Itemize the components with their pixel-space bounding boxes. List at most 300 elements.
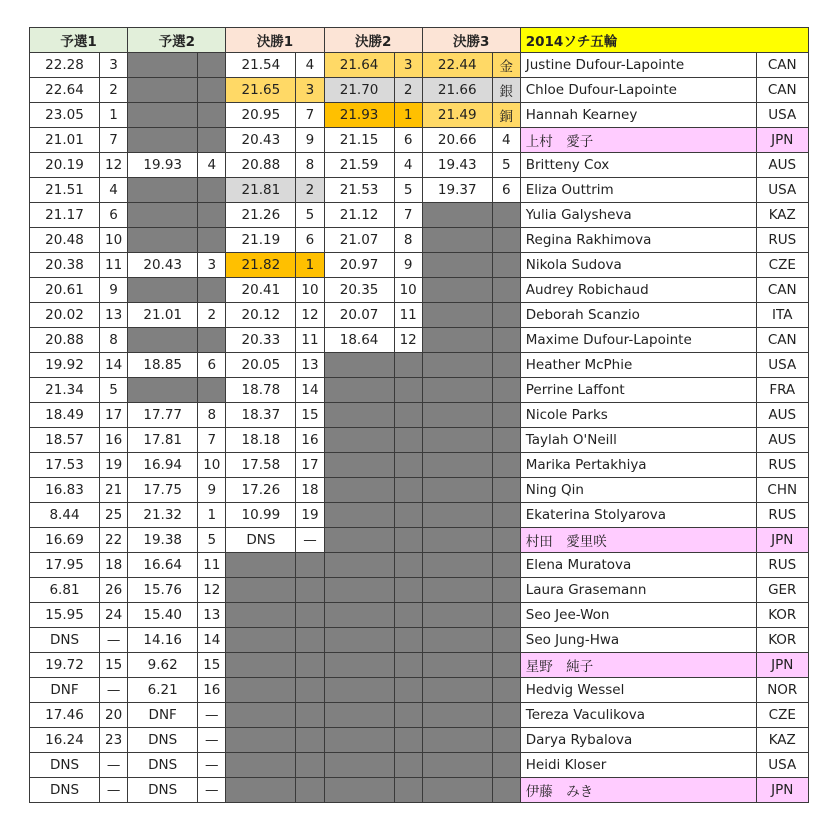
rank-q1: 1	[100, 103, 128, 128]
score-f1: 18.18	[226, 428, 296, 453]
score-q2: 18.85	[128, 353, 198, 378]
rank-f1: 7	[296, 103, 324, 128]
table-row	[30, 128, 809, 153]
rank-f1	[296, 728, 324, 753]
score-f1	[226, 778, 296, 803]
rank-q1: 13	[100, 303, 128, 328]
rank-f1: 11	[296, 328, 324, 353]
country-code: CAN	[756, 53, 808, 78]
rank-q2	[198, 228, 226, 253]
athlete-name: Eliza Outtrim	[520, 178, 756, 203]
rank-f3	[492, 378, 520, 403]
rank-q1: 24	[100, 603, 128, 628]
athlete-name: Regina Rakhimova	[520, 228, 756, 253]
score-f1	[226, 603, 296, 628]
athlete-name: Deborah Scanzio	[520, 303, 756, 328]
score-f2	[324, 678, 394, 703]
score-q2: 9.62	[128, 653, 198, 678]
rank-q2: 4	[198, 153, 226, 178]
rank-f1: 18	[296, 478, 324, 503]
rank-f3	[492, 228, 520, 253]
header-final-3: 決勝3	[422, 28, 520, 53]
rank-q1: —	[100, 753, 128, 778]
score-q2: 19.93	[128, 153, 198, 178]
rank-f1: 5	[296, 203, 324, 228]
score-f3: 19.37	[422, 178, 492, 203]
rank-f3: 6	[492, 178, 520, 203]
score-f2	[324, 378, 394, 403]
rank-f2	[394, 428, 422, 453]
rank-q2: 1	[198, 503, 226, 528]
rank-q1: 8	[100, 328, 128, 353]
score-f3	[422, 253, 492, 278]
table-row	[30, 103, 809, 128]
rank-f1: 1	[296, 253, 324, 278]
athlete-name: Darya Rybalova	[520, 728, 756, 753]
athlete-name: Audrey Robichaud	[520, 278, 756, 303]
rank-q2	[198, 53, 226, 78]
rank-q1: 2	[100, 78, 128, 103]
rank-q2: 14	[198, 628, 226, 653]
rank-q1: 19	[100, 453, 128, 478]
rank-q2	[198, 328, 226, 353]
score-q1: 18.49	[30, 403, 100, 428]
rank-f3	[492, 428, 520, 453]
score-f2	[324, 503, 394, 528]
country-code: AUS	[756, 153, 808, 178]
score-q2: DNS	[128, 778, 198, 803]
results-body	[30, 53, 809, 803]
table-row	[30, 478, 809, 503]
score-q1: 20.02	[30, 303, 100, 328]
score-f3	[422, 428, 492, 453]
score-q2: 16.64	[128, 553, 198, 578]
score-f2	[324, 628, 394, 653]
score-f1: 21.26	[226, 203, 296, 228]
rank-q2	[198, 128, 226, 153]
country-code: CAN	[756, 278, 808, 303]
rank-f1	[296, 753, 324, 778]
rank-q2	[198, 203, 226, 228]
rank-q2	[198, 103, 226, 128]
rank-f2: 8	[394, 228, 422, 253]
header-final-1: 決勝1	[226, 28, 324, 53]
rank-f1: 8	[296, 153, 324, 178]
country-code: RUS	[756, 503, 808, 528]
score-q2	[128, 228, 198, 253]
score-q1: 17.53	[30, 453, 100, 478]
score-q1: 20.19	[30, 153, 100, 178]
score-q2	[128, 378, 198, 403]
score-f2: 21.93	[324, 103, 394, 128]
score-f2: 21.12	[324, 203, 394, 228]
rank-f1: 2	[296, 178, 324, 203]
score-f2: 18.64	[324, 328, 394, 353]
score-q2	[128, 203, 198, 228]
athlete-name: Elena Muratova	[520, 553, 756, 578]
score-f2: 21.53	[324, 178, 394, 203]
rank-f3	[492, 353, 520, 378]
rank-f3: 5	[492, 153, 520, 178]
rank-q2	[198, 378, 226, 403]
score-q1: 22.28	[30, 53, 100, 78]
score-q1: 19.72	[30, 653, 100, 678]
athlete-name: Maxime Dufour-Lapointe	[520, 328, 756, 353]
table-row	[30, 153, 809, 178]
rank-f2	[394, 378, 422, 403]
rank-q1: 20	[100, 703, 128, 728]
country-code: AUS	[756, 403, 808, 428]
athlete-name: 上村 愛子	[520, 128, 756, 153]
rank-q2: —	[198, 703, 226, 728]
results-table	[29, 27, 809, 803]
rank-q2: —	[198, 728, 226, 753]
score-q2: DNF	[128, 703, 198, 728]
country-code: AUS	[756, 428, 808, 453]
score-f1: 10.99	[226, 503, 296, 528]
rank-f3: 銀	[492, 78, 520, 103]
score-f3	[422, 728, 492, 753]
rank-q1: 17	[100, 403, 128, 428]
score-q2: DNS	[128, 753, 198, 778]
athlete-name: Seo Jung-Hwa	[520, 628, 756, 653]
score-q1: 8.44	[30, 503, 100, 528]
country-code: RUS	[756, 553, 808, 578]
score-q1: 17.46	[30, 703, 100, 728]
rank-f2: 4	[394, 153, 422, 178]
score-q2	[128, 278, 198, 303]
rank-q1: —	[100, 778, 128, 803]
rank-q2: 8	[198, 403, 226, 428]
country-code: USA	[756, 353, 808, 378]
score-q2: 17.75	[128, 478, 198, 503]
score-f3	[422, 303, 492, 328]
score-f3	[422, 703, 492, 728]
rank-f2	[394, 603, 422, 628]
rank-f3	[492, 278, 520, 303]
rank-f1: 12	[296, 303, 324, 328]
athlete-name: Nicole Parks	[520, 403, 756, 428]
score-f3	[422, 578, 492, 603]
rank-f2	[394, 778, 422, 803]
country-code: USA	[756, 103, 808, 128]
rank-f3	[492, 453, 520, 478]
rank-q1: 14	[100, 353, 128, 378]
score-f3	[422, 778, 492, 803]
table-row	[30, 578, 809, 603]
rank-f2	[394, 478, 422, 503]
score-q1: 16.24	[30, 728, 100, 753]
rank-q1: 4	[100, 178, 128, 203]
athlete-name: 伊藤 みき	[520, 778, 756, 803]
score-f3: 21.66	[422, 78, 492, 103]
rank-q2: 3	[198, 253, 226, 278]
rank-f1	[296, 578, 324, 603]
score-f2	[324, 353, 394, 378]
score-f3	[422, 403, 492, 428]
country-code: JPN	[756, 653, 808, 678]
table-row	[30, 603, 809, 628]
score-f3	[422, 328, 492, 353]
rank-f2	[394, 678, 422, 703]
rank-f2: 7	[394, 203, 422, 228]
score-f3: 20.66	[422, 128, 492, 153]
rank-f3	[492, 503, 520, 528]
score-q1: 20.88	[30, 328, 100, 353]
rank-q2: —	[198, 778, 226, 803]
score-f2	[324, 453, 394, 478]
score-f1: 20.12	[226, 303, 296, 328]
table-row	[30, 703, 809, 728]
score-f1	[226, 703, 296, 728]
rank-f1: 4	[296, 53, 324, 78]
score-q1: 20.61	[30, 278, 100, 303]
score-q1: 21.01	[30, 128, 100, 153]
score-f3	[422, 503, 492, 528]
score-f1	[226, 753, 296, 778]
score-f3	[422, 453, 492, 478]
country-code: CZE	[756, 703, 808, 728]
rank-f3: 4	[492, 128, 520, 153]
score-q2: DNS	[128, 728, 198, 753]
score-f1: 20.43	[226, 128, 296, 153]
score-f3	[422, 603, 492, 628]
rank-f3	[492, 728, 520, 753]
athlete-name: Nikola Sudova	[520, 253, 756, 278]
score-f1: 18.78	[226, 378, 296, 403]
rank-f1: 13	[296, 353, 324, 378]
rank-f1	[296, 678, 324, 703]
rank-f2	[394, 403, 422, 428]
score-q2: 15.40	[128, 603, 198, 628]
country-code: CHN	[756, 478, 808, 503]
rank-f3	[492, 303, 520, 328]
score-q1: 17.95	[30, 553, 100, 578]
table-row	[30, 678, 809, 703]
rank-f1	[296, 703, 324, 728]
score-f1: 20.88	[226, 153, 296, 178]
rank-q2: 9	[198, 478, 226, 503]
score-q1: 19.92	[30, 353, 100, 378]
rank-q2: 15	[198, 653, 226, 678]
score-q2: 21.01	[128, 303, 198, 328]
score-f3	[422, 678, 492, 703]
rank-f3	[492, 203, 520, 228]
rank-f1: 15	[296, 403, 324, 428]
score-q1: DNS	[30, 778, 100, 803]
score-f2: 21.15	[324, 128, 394, 153]
score-f1: DNS	[226, 528, 296, 553]
score-f2	[324, 603, 394, 628]
country-code: CAN	[756, 78, 808, 103]
score-f2	[324, 703, 394, 728]
country-code: JPN	[756, 528, 808, 553]
rank-f1: 17	[296, 453, 324, 478]
table-row	[30, 553, 809, 578]
score-f1: 20.33	[226, 328, 296, 353]
rank-q2: —	[198, 753, 226, 778]
table-row	[30, 628, 809, 653]
score-q2	[128, 178, 198, 203]
athlete-name: Justine Dufour-Lapointe	[520, 53, 756, 78]
athlete-name: Laura Grasemann	[520, 578, 756, 603]
score-q1: 6.81	[30, 578, 100, 603]
rank-f2	[394, 628, 422, 653]
score-q2	[128, 53, 198, 78]
rank-q2: 6	[198, 353, 226, 378]
table-row	[30, 253, 809, 278]
athlete-name: Heather McPhie	[520, 353, 756, 378]
rank-f3	[492, 253, 520, 278]
rank-f1: 3	[296, 78, 324, 103]
rank-f2	[394, 553, 422, 578]
rank-f2: 3	[394, 53, 422, 78]
rank-f2: 6	[394, 128, 422, 153]
rank-q1: —	[100, 628, 128, 653]
country-code: KOR	[756, 628, 808, 653]
rank-q1: 3	[100, 53, 128, 78]
rank-f2: 1	[394, 103, 422, 128]
athlete-name: Britteny Cox	[520, 153, 756, 178]
athlete-name: Ekaterina Stolyarova	[520, 503, 756, 528]
score-f3	[422, 378, 492, 403]
score-f2	[324, 753, 394, 778]
rank-q2	[198, 178, 226, 203]
score-f2: 20.35	[324, 278, 394, 303]
rank-f3	[492, 753, 520, 778]
table-row	[30, 53, 809, 78]
rank-f1	[296, 653, 324, 678]
athlete-name: Ning Qin	[520, 478, 756, 503]
score-f3: 19.43	[422, 153, 492, 178]
score-f2: 21.70	[324, 78, 394, 103]
rank-q2: 10	[198, 453, 226, 478]
rank-q1: 7	[100, 128, 128, 153]
score-q1: 15.95	[30, 603, 100, 628]
score-f2	[324, 578, 394, 603]
country-code: GER	[756, 578, 808, 603]
score-f1: 21.19	[226, 228, 296, 253]
rank-f2: 10	[394, 278, 422, 303]
rank-f3	[492, 603, 520, 628]
rank-f2: 5	[394, 178, 422, 203]
score-q1: DNS	[30, 753, 100, 778]
rank-f3	[492, 528, 520, 553]
rank-q1: 22	[100, 528, 128, 553]
score-f1: 17.58	[226, 453, 296, 478]
table-row	[30, 78, 809, 103]
rank-q2	[198, 78, 226, 103]
athlete-name: Chloe Dufour-Lapointe	[520, 78, 756, 103]
rank-f1	[296, 553, 324, 578]
score-q2: 6.21	[128, 678, 198, 703]
rank-f2: 2	[394, 78, 422, 103]
rank-q1: 26	[100, 578, 128, 603]
score-f2: 21.59	[324, 153, 394, 178]
score-q1: 16.69	[30, 528, 100, 553]
score-q1: 22.64	[30, 78, 100, 103]
table-row	[30, 178, 809, 203]
score-f1: 17.26	[226, 478, 296, 503]
country-code: FRA	[756, 378, 808, 403]
country-code: KOR	[756, 603, 808, 628]
rank-f2	[394, 528, 422, 553]
athlete-name: 村田 愛里咲	[520, 528, 756, 553]
rank-f2: 11	[394, 303, 422, 328]
country-code: RUS	[756, 453, 808, 478]
header-qualification-2: 予選2	[128, 28, 226, 53]
score-q2	[128, 78, 198, 103]
rank-q2: 13	[198, 603, 226, 628]
score-f1: 21.54	[226, 53, 296, 78]
score-q2: 19.38	[128, 528, 198, 553]
rank-f3	[492, 703, 520, 728]
rank-f3: 銅	[492, 103, 520, 128]
score-f2: 20.07	[324, 303, 394, 328]
rank-f2	[394, 503, 422, 528]
rank-q1: 18	[100, 553, 128, 578]
score-f1: 20.05	[226, 353, 296, 378]
rank-q1: 10	[100, 228, 128, 253]
score-q2	[128, 128, 198, 153]
header-final-2: 決勝2	[324, 28, 422, 53]
table-row	[30, 278, 809, 303]
rank-f2	[394, 653, 422, 678]
rank-q2: 2	[198, 303, 226, 328]
rank-f1: 9	[296, 128, 324, 153]
rank-f3	[492, 678, 520, 703]
rank-f1: 19	[296, 503, 324, 528]
score-f3	[422, 353, 492, 378]
rank-q1: 6	[100, 203, 128, 228]
rank-f1	[296, 603, 324, 628]
score-f1: 21.65	[226, 78, 296, 103]
rank-q1: 21	[100, 478, 128, 503]
athlete-name: Perrine Laffont	[520, 378, 756, 403]
score-f1	[226, 653, 296, 678]
rank-f1	[296, 628, 324, 653]
table-row	[30, 653, 809, 678]
country-code: JPN	[756, 778, 808, 803]
score-q1: 21.51	[30, 178, 100, 203]
score-f1: 20.41	[226, 278, 296, 303]
rank-f2	[394, 578, 422, 603]
score-f1	[226, 628, 296, 653]
score-q2: 16.94	[128, 453, 198, 478]
score-f1	[226, 728, 296, 753]
table-row	[30, 328, 809, 353]
rank-q1: 11	[100, 253, 128, 278]
rank-f3	[492, 328, 520, 353]
country-code: USA	[756, 753, 808, 778]
score-q2: 14.16	[128, 628, 198, 653]
score-f1	[226, 553, 296, 578]
score-f3	[422, 478, 492, 503]
table-row	[30, 228, 809, 253]
score-f1: 18.37	[226, 403, 296, 428]
athlete-name: Heidi Kloser	[520, 753, 756, 778]
athlete-name: Yulia Galysheva	[520, 203, 756, 228]
rank-q2: 16	[198, 678, 226, 703]
score-q1: 16.83	[30, 478, 100, 503]
country-code: KAZ	[756, 728, 808, 753]
table-row	[30, 778, 809, 803]
rank-f3	[492, 403, 520, 428]
score-f1	[226, 678, 296, 703]
score-q1: 23.05	[30, 103, 100, 128]
score-f2	[324, 778, 394, 803]
score-q2	[128, 328, 198, 353]
